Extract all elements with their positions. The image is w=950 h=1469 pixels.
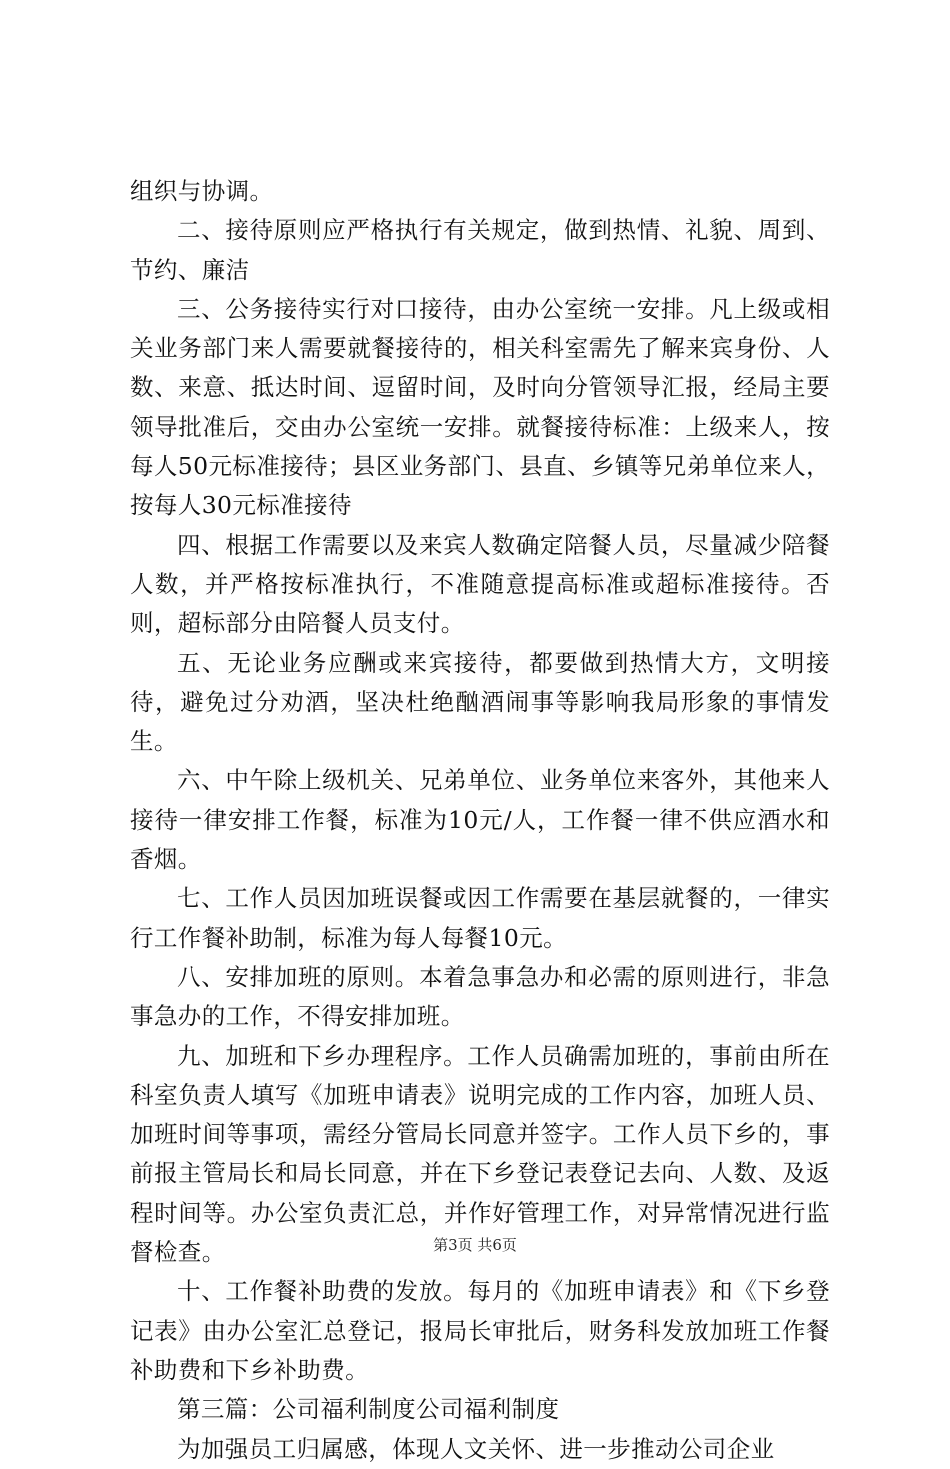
paragraph-meal-subsidy: 七、工作人员因加班误餐或因工作需要在基层就餐的，一律实行工作餐补助制，标准为每人每餐10元。 — [130, 884, 830, 952]
paragraph-overtime-principle: 八、安排加班的原则。本着急事急办和必需的原则进行，非急事急办的工作，不得安排加班。 — [130, 962, 830, 1031]
paragraph-accompany-staff: 四、根据工作需要以及来宾人数确定陪餐人员，尽量减少陪餐人数，并严格按标准执行，不准随意提高标准或超标准接待。否则，超标部分由陪餐人员支付。 — [130, 530, 830, 638]
paragraph-work-meal: 六、中午除上级机关、兄弟单位、业务单位来客外，其他来人接待一律安排工作餐，标准为10元/人，工作餐一律不供应酒水和香烟。 — [130, 766, 830, 874]
paragraph-overtime-procedure: 九、加班和下乡办理程序。工作人员确需加班的，事前由所在科室负责人填写《加班申请表》说明完成的工作内容，加班人员、加班时间等事项，需经分管局长同意并签字。工作人员下乡的，事前报主管局长和局长同意，并在下乡登记表登记去向、人数、及返程时间等。办公室负责汇总，并作好管理工作，对异常情况进行监督检查。 — [130, 1041, 830, 1267]
paragraph-welfare-intro: 为加强员工归属感，体现人文关怀、进一步推动公司企业 — [177, 1434, 775, 1463]
document-body — [130, 172, 830, 1469]
paragraph-business-entertainment: 五、无论业务应酬或来宾接待，都要做到热情大方，文明接待，避免过分劝酒，坚决杜绝酗酒闹事等影响我局形象的事情发生。 — [130, 648, 830, 756]
paragraph-continuation: 组织与协调。 — [130, 177, 274, 205]
section-heading: 第三篇：公司福利制度公司福利制度 — [177, 1395, 560, 1424]
paragraph-reception-principle: 二、接待原则应严格执行有关规定，做到热情、礼貌、周到、节约、廉洁 — [130, 216, 830, 284]
paragraph-official-reception: 三、公务接待实行对口接待，由办公室统一安排。凡上级或相关业务部门来人需要就餐接待的，相关科室需先了解来宾身份、人数、来意、抵达时间、逗留时间，及时向分管领导汇报，经局主要领导批准后，交由办公室统一安排。就餐接待标准：上级来人，按每人50元标准接待；县区业务部门、县直、乡镇等兄弟单位来人，按每人30元标准接待 — [130, 294, 830, 520]
page-number-footer: 第3页 共6页 — [433, 1236, 517, 1254]
paragraph-subsidy-payment: 十、工作餐补助费的发放。每月的《加班申请表》和《下乡登记表》由办公室汇总登记，报局长审批后，财务科发放加班工作餐补助费和下乡补助费。 — [130, 1277, 830, 1384]
